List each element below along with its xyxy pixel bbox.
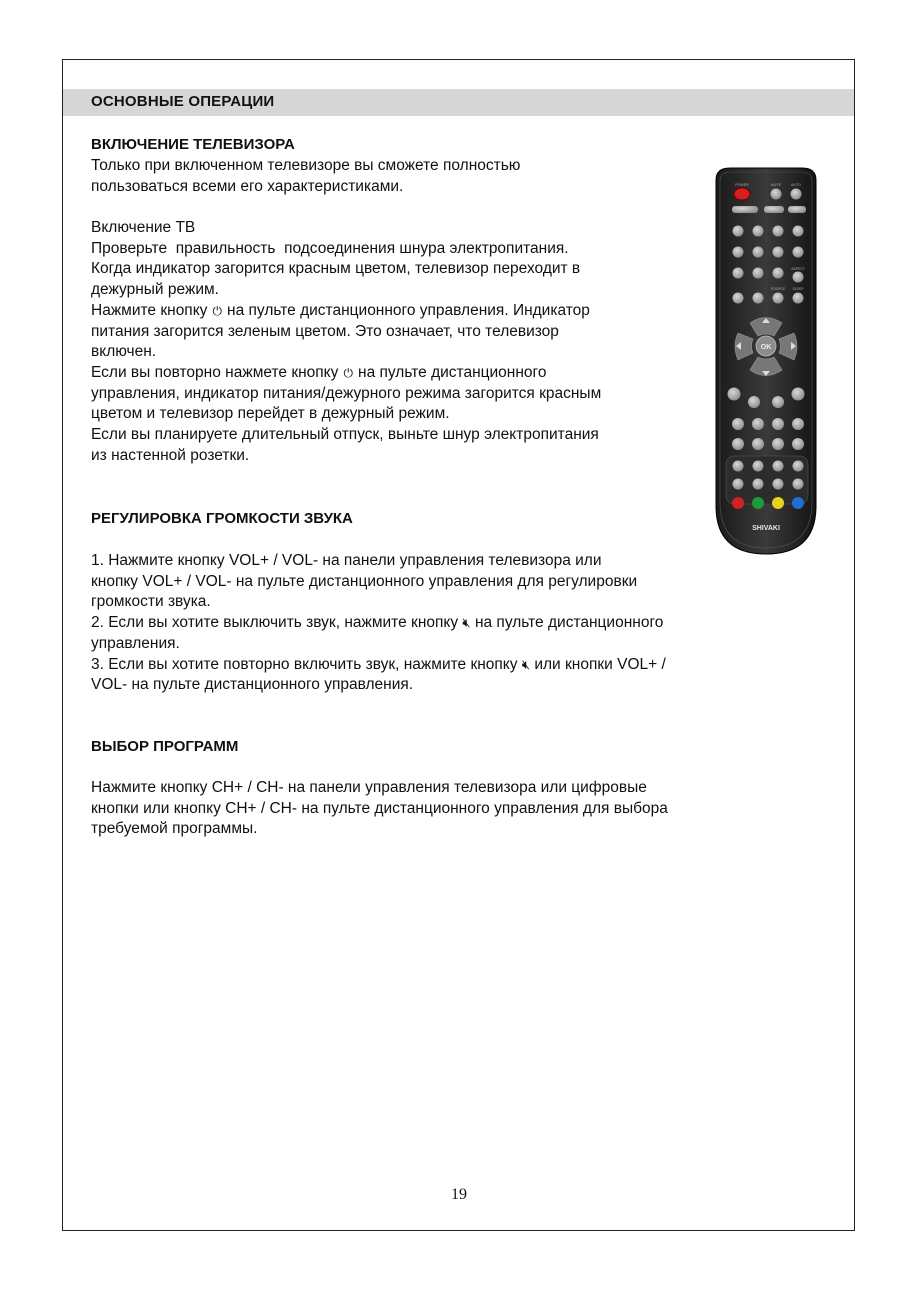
remote-mode-button <box>732 206 758 213</box>
power-icon: ⏻ <box>343 365 353 380</box>
remote-power-button <box>734 188 750 200</box>
programs-heading: ВЫБОР ПРОГРАММ <box>91 738 239 755</box>
remote-control-image <box>710 166 822 556</box>
remote-exit-button <box>772 396 784 408</box>
remote-brand-logo: SHIVAKI <box>752 525 780 532</box>
remote-power-label: POWER <box>735 183 749 187</box>
section-title: ОСНОВНЫЕ ОПЕРАЦИИ <box>91 93 275 110</box>
volume-body: 1. Нажмите кнопку VOL+ / VOL- на панели управления телевизора или кнопку VOL+ / VOL- на пульте дистанционного управления для регулировки громкости звука. 2. Если вы хотите выключить звук, нажмите кнопку 🔇︎ на пульте дистанционного управления. 3. Если вы хотите повторно включить звук, нажмите кнопку 🔇︎ или кнопки VOL+ / VOL- на пульте дистанционного управления. <box>91 552 666 694</box>
remote-zoom-button <box>788 206 806 213</box>
remote-aspect-label: ASPECT <box>791 267 805 271</box>
mute-icon: 🔇︎ <box>521 656 531 672</box>
power-icon: ⏻ <box>212 303 222 318</box>
remote-mute-label: MUTE <box>770 183 782 187</box>
remote-yellow-button <box>772 497 784 509</box>
power-on-body: Включение ТВ Проверьте правильность подсоединения шнура электропитания. Когда индикатор загорится красным цветом, телевизор переходит в дежурный режим. Нажмите кнопку ⏻ на пульте дистанционного управления. Индикатор питания загорится зеленым цветом. Это означает, что телевизор включен. Если вы повторно нажмете кнопку ⏻ на пульте дистанционного управления, индикатор питания/дежурного режима загорится красным цветом и телевизор перейдет в дежурный режим. Если вы планируете длительный отпуск, выньте шнур электропитания из настенной розетки. <box>91 219 602 464</box>
remote-red-button <box>732 497 744 509</box>
volume-heading: РЕГУЛИРОВКА ГРОМКОСТИ ЗВУКА <box>91 510 353 527</box>
remote-auto-button <box>791 189 802 200</box>
remote-ch-button <box>792 388 805 401</box>
programs-body: Нажмите кнопку CH+ / CH- на панели управления телевизора или цифровые кнопки или кнопку CH+ / CH- на пульте дистанционного управления для выбора требуемой программы. <box>91 779 668 838</box>
remote-sleep-label: SLEEP <box>792 287 804 291</box>
remote-menu-button <box>748 396 760 408</box>
power-on-intro: Только при включенном телевизоре вы сможете полностью пользоваться всеми его характеристиками. <box>91 157 521 195</box>
remote-mute-button <box>771 189 782 200</box>
remote-source-label: SOURCE <box>770 287 786 291</box>
mute-icon: 🔇︎ <box>462 615 471 631</box>
page-number: 19 <box>451 1186 467 1203</box>
remote-blue-button <box>792 497 804 509</box>
power-on-heading: ВКЛЮЧЕНИЕ ТЕЛЕВИЗОРА <box>91 136 295 153</box>
remote-ok-label: OK <box>760 344 772 351</box>
remote-vol-button <box>728 388 741 401</box>
remote-auto-label: AUTO <box>791 183 801 187</box>
remote-display-button <box>764 206 784 213</box>
remote-green-button <box>752 497 764 509</box>
